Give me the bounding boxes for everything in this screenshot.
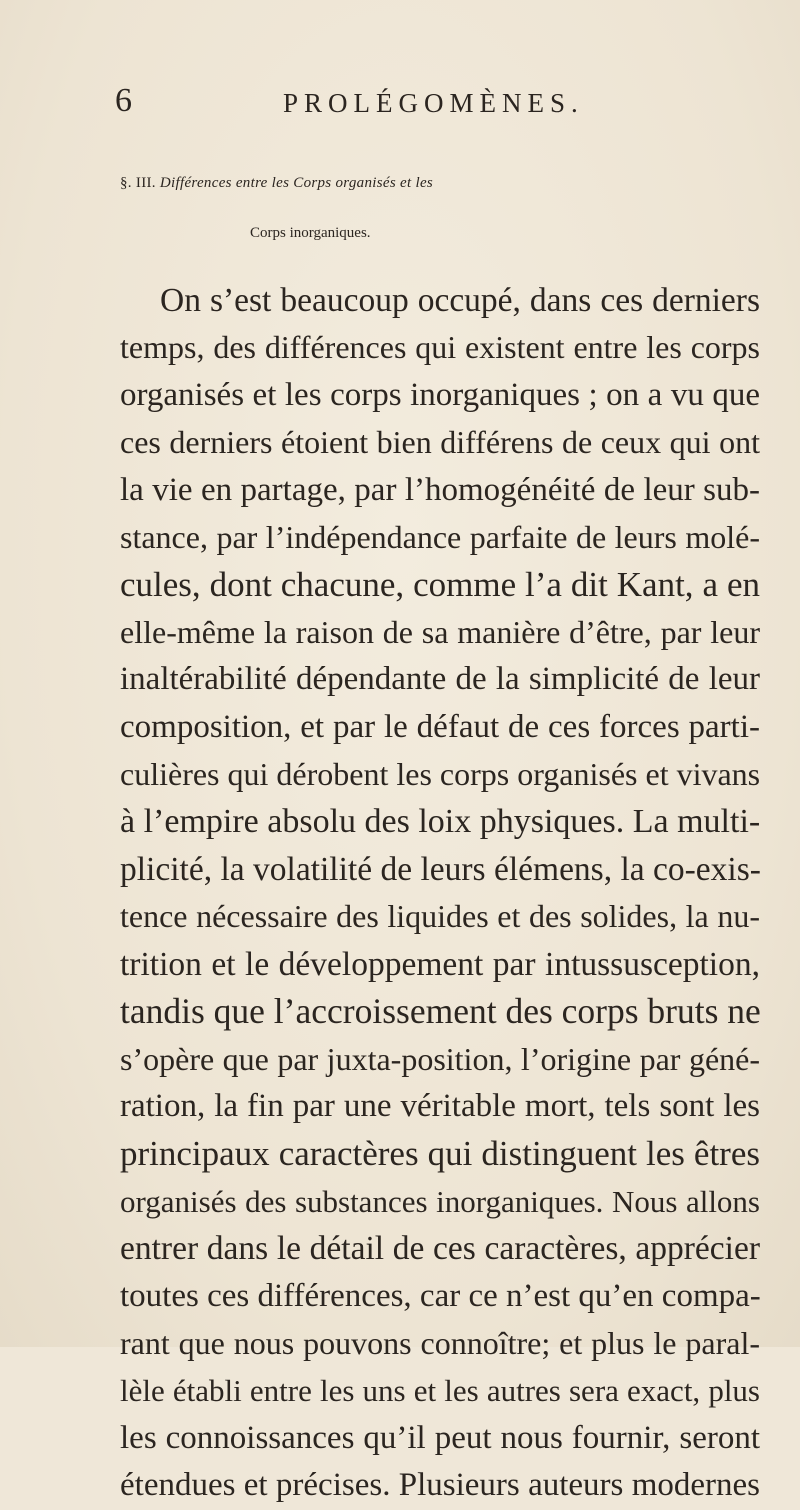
text-line: stance, par l’indépendance parfaite de leurs molé- xyxy=(120,519,760,556)
text-line: trition et le développement par intussusception, xyxy=(120,945,760,983)
text-line: composition, et par le défaut de ces forces parti- xyxy=(120,708,760,745)
text-line: toutes ces différences, car ce n’est qu’en compa- xyxy=(120,1277,761,1314)
text-line: lèle établi entre les uns et les autres sera exact, plus xyxy=(120,1373,760,1409)
section-title-part-1: Différences entre les Corps organisés et les xyxy=(159,175,434,191)
text-line: tandis que l’accroissement des corps bruts ne xyxy=(120,991,761,1032)
text-line: s’opère que par juxta-position, l’origine par géné- xyxy=(120,1040,760,1077)
section-heading-line-1 xyxy=(120,158,800,208)
text-line: à l’empire absolu des loix physiques. La multi- xyxy=(120,803,761,841)
text-line: elle-même la raison de sa manière d’être, par leur xyxy=(120,613,760,650)
section-title-part-2: Corps inorganiques. xyxy=(250,225,371,241)
body-paragraph xyxy=(120,277,800,1510)
text-line: étendues et précises. Plusieurs auteurs modernes xyxy=(120,1467,760,1504)
text-line: les connoissances qu’il peut nous fournir, seront xyxy=(120,1419,760,1456)
text-line: organisés des substances inorganiques. Nous allons xyxy=(120,1183,760,1219)
text-line: On s’est beaucoup occupé, dans ces derniers xyxy=(160,282,760,319)
text-line: cules, dont chacune, comme l’a dit Kant, a en xyxy=(120,565,760,605)
section-heading xyxy=(120,158,800,258)
text-line: organisés et les corps inorganiques ; on a vu que xyxy=(120,376,760,413)
text-line: plicité, la volatilité de leurs élémens, la co-exis- xyxy=(120,850,761,888)
running-title: PROLÉGOMÈNES. xyxy=(283,88,584,118)
text-line: ration, la fin par une véritable mort, tels sont les xyxy=(120,1087,760,1124)
text-line: inaltérabilité dépendante de la simplicité de leur xyxy=(120,661,760,698)
text-line: principaux caractères qui distinguent les êtres xyxy=(120,1134,760,1174)
section-number: §. III. xyxy=(120,175,156,191)
text-line: temps, des différences qui existent entre les corps xyxy=(120,329,760,366)
text-line: ces derniers étoient bien différens de ceux qui ont xyxy=(120,424,760,461)
running-head xyxy=(115,82,735,126)
text-line: tence nécessaire des liquides et des solides, la nu- xyxy=(120,898,760,935)
text-line: rant que nous pouvons connoître; et plus le paral- xyxy=(120,1324,760,1361)
text-line: culières qui dérobent les corps organisés et vivans xyxy=(120,756,761,793)
text-line: entrer dans le détail de ces caractères, apprécier xyxy=(120,1230,760,1268)
text-line: la vie en partage, par l’homogénéité de leur sub- xyxy=(120,471,760,508)
page-number: 6 xyxy=(115,82,132,119)
